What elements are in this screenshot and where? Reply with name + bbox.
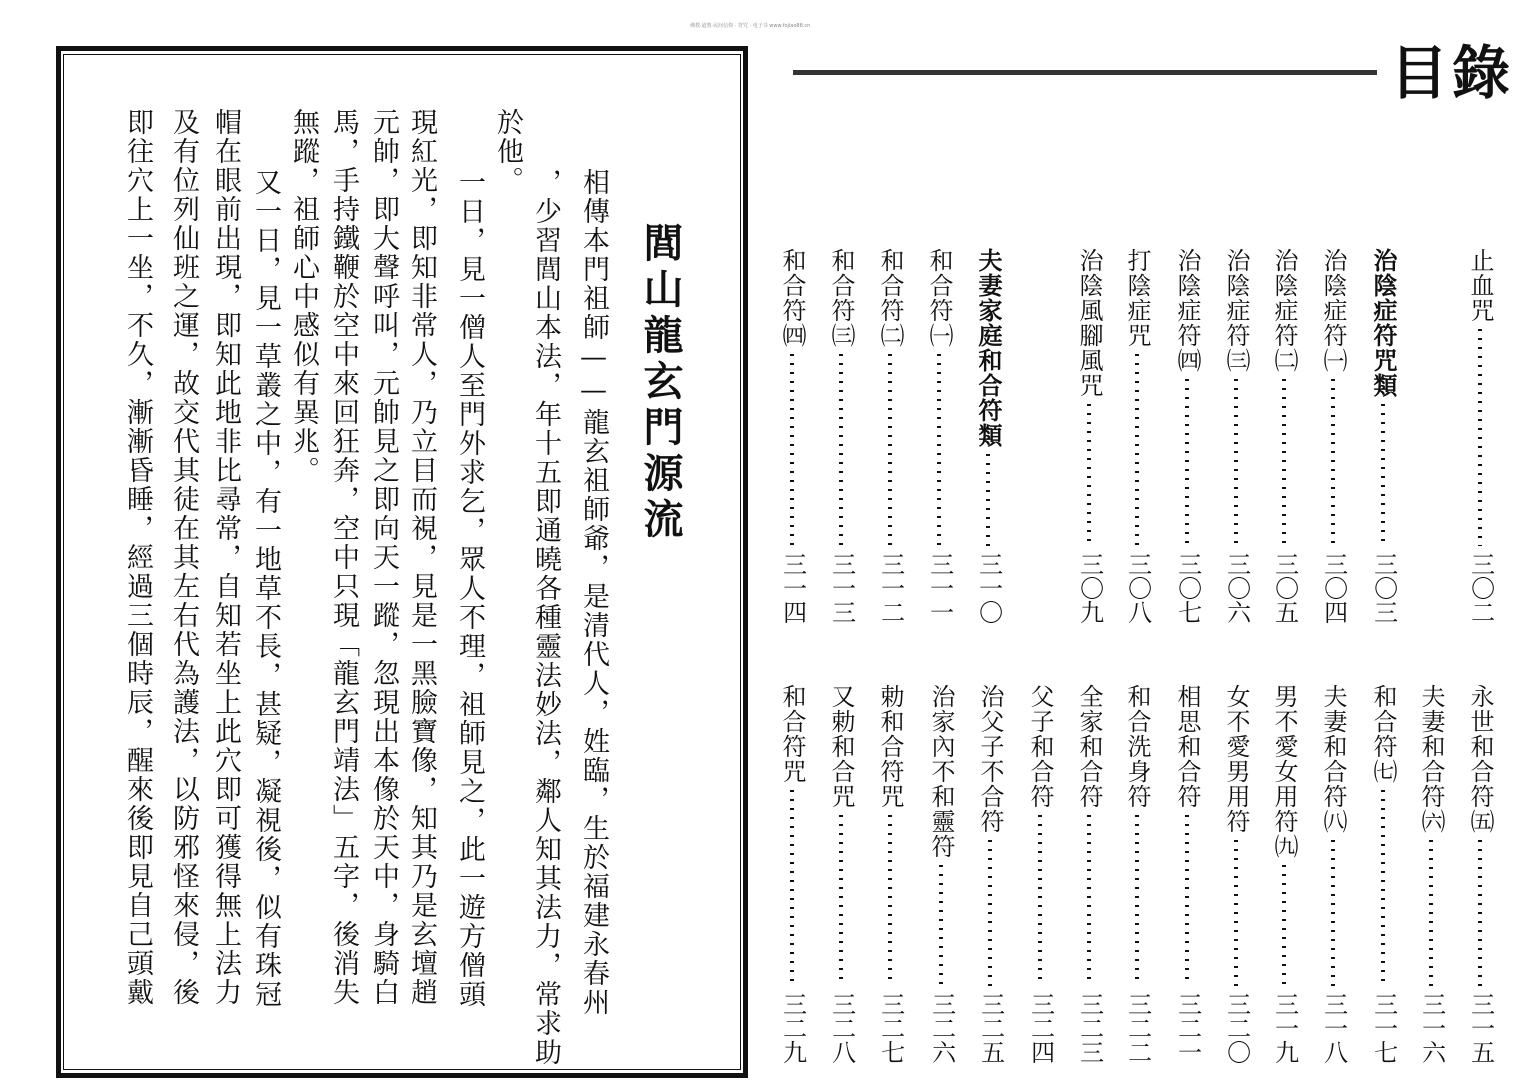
body-column: 現紅光，即知非常人，乃立目而視，見是一黑臉寶像，知其乃是玄壇趙 — [406, 108, 437, 1007]
toc-entry[interactable] — [1414, 684, 1448, 1064]
toc-entry-title: 夫妻家庭和合符類 — [974, 248, 1002, 448]
toc-entry-title: 和合洗身符 — [1123, 684, 1151, 809]
toc-leader-dots — [1331, 840, 1335, 986]
toc-entry-title: 女不愛男用符 — [1222, 684, 1250, 834]
toc-leader-dots — [1478, 840, 1482, 986]
toc-leader-dots — [1429, 840, 1433, 986]
toc-entry[interactable] — [971, 248, 1005, 624]
toc-entry[interactable] — [1316, 248, 1350, 624]
toc-entry[interactable] — [1267, 684, 1301, 1064]
toc-entry-title: 全家和合符 — [1075, 684, 1103, 809]
toc-entry[interactable] — [824, 248, 858, 624]
toc-entry-title: 夫妻和合符㈥ — [1417, 684, 1445, 834]
toc-leader-dots — [839, 354, 843, 546]
toc-leader-dots — [790, 354, 794, 546]
toc-entry[interactable] — [1170, 684, 1204, 1064]
toc-leader-dots — [1478, 329, 1482, 546]
toc-entry-title: 和合符㈦ — [1369, 684, 1397, 784]
toc-entry-title: 相思和合符 — [1173, 684, 1201, 809]
toc-entry-title: 治陰症符㈠ — [1319, 248, 1347, 373]
toc-leader-dots — [1234, 379, 1238, 546]
toc-leader-dots — [986, 454, 990, 546]
toc-leader-dots — [1282, 865, 1286, 986]
toc-page-number: 三二八 — [827, 992, 856, 1064]
body-column: 相傳本門祖師——龍玄祖師爺，是清代人，姓臨，生於福建永春州 — [578, 168, 609, 1017]
toc-page-number: 三〇八 — [1123, 552, 1152, 624]
toc-entry[interactable] — [1463, 248, 1497, 624]
toc-entry[interactable] — [1366, 248, 1400, 624]
toc-entry[interactable] — [1463, 684, 1497, 1064]
toc-leader-dots — [1135, 815, 1139, 986]
toc-entry-title: 治父子不合符 — [976, 684, 1004, 834]
body-column: 無蹤，祖師心中感似有異兆。 — [288, 108, 319, 485]
toc-page-number: 三一四 — [778, 552, 807, 624]
toc-leader-dots — [1038, 815, 1042, 986]
body-column: 即往穴上一坐，不久，漸漸昏睡，經過三個時辰，醒來後即見自己頭戴 — [122, 108, 153, 1007]
toc-entry[interactable] — [1267, 248, 1301, 624]
toc-entry[interactable] — [1072, 684, 1106, 1064]
toc-leader-dots — [1185, 379, 1189, 546]
body-column: 帽在眼前出現，即知此地非比尋常，自知若坐上此穴即可獲得無上法力 — [210, 108, 241, 1007]
toc-entry[interactable] — [1366, 684, 1400, 1064]
toc-entry-title: 和合符㈢ — [827, 248, 855, 348]
toc-entry-title: 止血咒 — [1466, 248, 1494, 323]
toc-page-number: 三〇七 — [1173, 552, 1202, 624]
toc-entry-title: 永世和合符㈤ — [1466, 684, 1494, 834]
toc-entry[interactable] — [775, 684, 809, 1064]
toc-entry[interactable] — [1219, 684, 1253, 1064]
toc-entry[interactable] — [775, 248, 809, 624]
toc-leader-dots — [937, 354, 941, 546]
toc-entry[interactable] — [1316, 684, 1350, 1064]
watermark-text: 佛教·道教·民间信仰 · 符咒 · 电子书 www.fojiao88.cn — [690, 23, 811, 29]
toc-page-number: 三〇二 — [1466, 552, 1495, 624]
toc-page-number: 三二一 — [1173, 992, 1202, 1064]
toc-entry[interactable] — [1023, 684, 1057, 1064]
body-column: 一日，見一僧人至門外求乞，眾人不理，祖師見之，此一遊方僧頭 — [454, 168, 485, 1009]
toc-page-number: 三一一 — [925, 552, 954, 624]
toc-page-number: 三二七 — [876, 992, 905, 1064]
toc-leader-dots — [1087, 404, 1091, 546]
toc-leader-dots — [1381, 790, 1385, 986]
toc-title: 目錄 — [1390, 39, 1515, 107]
toc-page-number: 三二六 — [927, 992, 956, 1064]
toc-entry-title: 又勅和合咒 — [827, 684, 855, 809]
toc-entry[interactable] — [824, 684, 858, 1064]
toc-entry-title: 父子和合符 — [1026, 684, 1054, 809]
toc-entry-title: 治家內不和靈符 — [927, 684, 955, 859]
toc-leader-dots — [1381, 404, 1385, 546]
toc-page-number: 三〇三 — [1369, 552, 1398, 624]
toc-leader-dots — [839, 815, 843, 986]
toc-leader-dots — [988, 840, 992, 986]
toc-page-number: 三一六 — [1417, 992, 1446, 1064]
toc-page-number: 三一三 — [827, 552, 856, 624]
header-rule — [793, 70, 1377, 75]
toc-entry[interactable] — [924, 684, 958, 1064]
toc-entry-title: 和合符咒 — [778, 684, 806, 784]
toc-page-number: 三二五 — [976, 992, 1005, 1064]
toc-leader-dots — [939, 865, 943, 986]
toc-page-number: 三一〇 — [974, 552, 1003, 624]
toc-entry-title: 治陰症符㈡ — [1270, 248, 1298, 373]
section-title: 閭山龍玄門源流 — [637, 222, 683, 544]
toc-entry-title: 治陰風腳風咒 — [1075, 248, 1103, 398]
toc-entry-title: 和合符㈣ — [778, 248, 806, 348]
toc-leader-dots — [790, 790, 794, 986]
toc-page-number: 三一八 — [1319, 992, 1348, 1064]
toc-entry[interactable] — [873, 248, 907, 624]
toc-leader-dots — [1331, 379, 1335, 546]
toc-entry-title: 治陰症符咒類 — [1369, 248, 1397, 398]
toc-page-number: 三二三 — [1075, 992, 1104, 1064]
toc-page-number: 三〇九 — [1075, 552, 1104, 624]
toc-entry[interactable] — [1170, 248, 1204, 624]
toc-entry-title: 和合符㈡ — [876, 248, 904, 348]
toc-page-number: 三一二 — [876, 552, 905, 624]
toc-entry[interactable] — [1072, 248, 1106, 624]
toc-page-number: 三〇四 — [1319, 552, 1348, 624]
toc-leader-dots — [1087, 815, 1091, 986]
body-column: 馬，手持鐵鞭於空中來回狂奔，空中只現「龍玄門靖法」五字，後消失 — [328, 108, 359, 1007]
toc-page-number: 三〇六 — [1222, 552, 1251, 624]
toc-page-number: 三一七 — [1369, 992, 1398, 1064]
toc-page-number: 三〇五 — [1270, 552, 1299, 624]
toc-entry-title: 和合符㈠ — [925, 248, 953, 348]
toc-entry-title: 治陰症符㈢ — [1222, 248, 1250, 373]
toc-entry-title: 勅和合符咒 — [876, 684, 904, 809]
left-page-frame-inner — [63, 54, 741, 1070]
toc-entry[interactable] — [1120, 248, 1154, 624]
toc-leader-dots — [1282, 379, 1286, 546]
toc-entry[interactable] — [873, 684, 907, 1064]
toc-page-number: 三二二 — [1123, 992, 1152, 1064]
toc-page-number: 三二〇 — [1222, 992, 1251, 1064]
toc-entry-title: 治陰症符㈣ — [1173, 248, 1201, 373]
toc-entry-title: 男不愛女用符㈨ — [1270, 684, 1298, 859]
body-column: 於他。 — [492, 108, 523, 195]
toc-leader-dots — [1135, 354, 1139, 546]
toc-entry[interactable] — [1120, 684, 1154, 1064]
toc-page-number: 三二九 — [778, 992, 807, 1064]
toc-leader-dots — [888, 815, 892, 986]
body-column: 又一日，見一草叢之中，有一地草不長，甚疑，凝視後，似有珠冠 — [250, 168, 281, 1009]
toc-page-number: 三一九 — [1270, 992, 1299, 1064]
toc-page-number: 三一五 — [1466, 992, 1495, 1064]
toc-entry[interactable] — [1219, 248, 1253, 624]
toc-leader-dots — [1234, 840, 1238, 986]
toc-entry-title: 夫妻和合符㈧ — [1319, 684, 1347, 834]
body-column: ，少習閭山本法，年十五即通曉各種靈法妙法，鄰人知其法力，常求助 — [530, 168, 561, 1067]
toc-leader-dots — [888, 354, 892, 546]
toc-leader-dots — [1185, 815, 1189, 986]
toc-entry[interactable] — [922, 248, 956, 624]
body-column: 及有位列仙班之運，故交代其徒在其左右代為護法，以防邪怪來侵，後 — [168, 108, 199, 1007]
toc-entry-title: 打陰症咒 — [1123, 248, 1151, 348]
body-column: 元帥，即大聲呼叫，元帥見之即向天一蹤，忽現出本像於天中，身騎白 — [368, 108, 399, 1007]
toc-entry[interactable] — [973, 684, 1007, 1064]
toc-page-number: 三二四 — [1026, 992, 1055, 1064]
